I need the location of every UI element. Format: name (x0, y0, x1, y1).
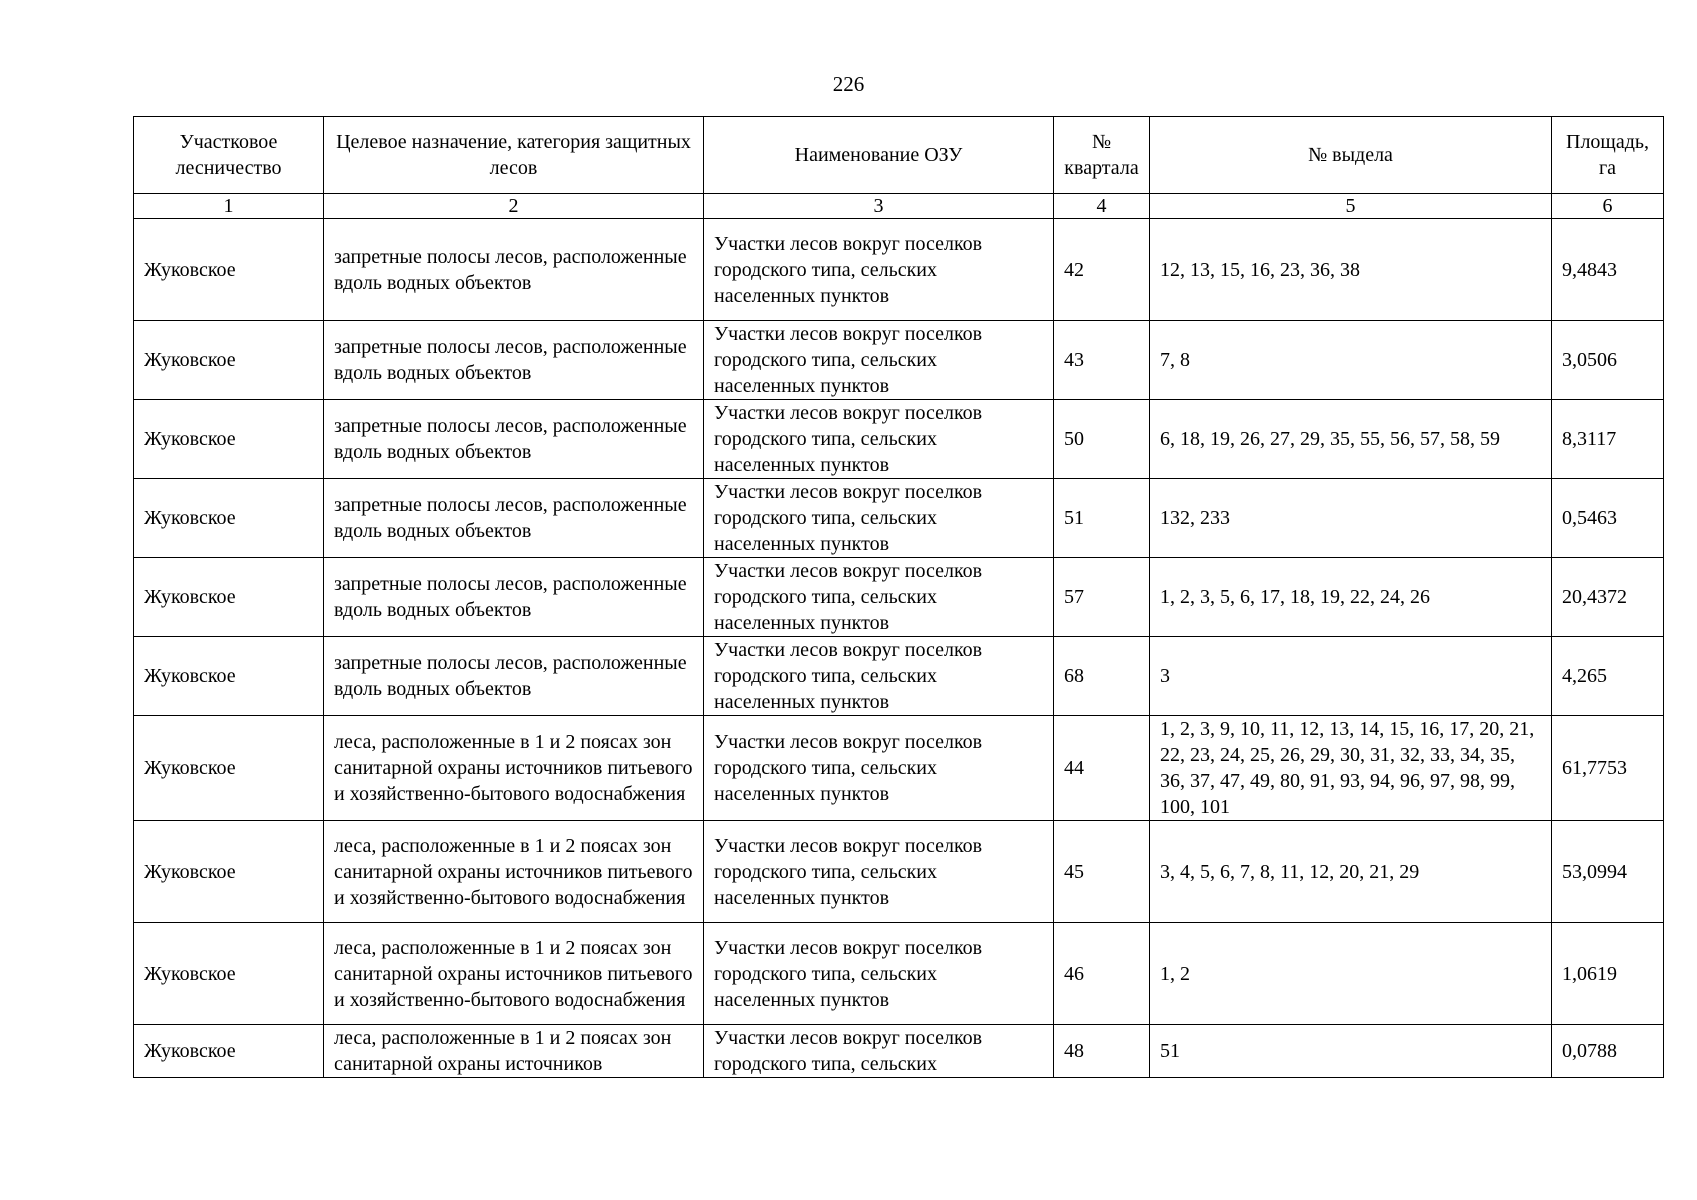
cell-ozu: Участки лесов вокруг поселков городского типа, сельских населенных пунктов (704, 637, 1054, 716)
cell-ozu: Участки лесов вокруг поселков городского типа, сельских населенных пунктов (704, 321, 1054, 400)
cell-forestry: Жуковское (134, 716, 324, 821)
cell-quarter: 46 (1054, 923, 1150, 1025)
cell-forestry: Жуковское (134, 479, 324, 558)
cell-plots: 6, 18, 19, 26, 27, 29, 35, 55, 56, 57, 58, 59 (1150, 400, 1552, 479)
cell-purpose: запретные полосы лесов, расположенные вдоль водных объектов (324, 400, 704, 479)
cell-forestry: Жуковское (134, 321, 324, 400)
table-row (134, 321, 1664, 400)
cell-plots: 1, 2, 3, 9, 10, 11, 12, 13, 14, 15, 16, 17, 20, 21, 22, 23, 24, 25, 26, 29, 30, 31, 32, 33, 34, 35, 36, 37, 47, 49, 80, 91, 93, 94, 96, 97, 98, 99, 100, 101 (1150, 716, 1552, 821)
cell-purpose: леса, расположенные в 1 и 2 поясах зон санитарной охраны источников питьевого и хозяйственно-бытового водоснабжения (324, 716, 704, 821)
cell-area: 53,0994 (1552, 821, 1664, 923)
cell-forestry: Жуковское (134, 1025, 324, 1078)
cell-area: 20,4372 (1552, 558, 1664, 637)
col-header-plots: № выдела (1150, 117, 1552, 194)
col-header-area: Площадь, га (1552, 117, 1664, 194)
table-row (134, 923, 1664, 1025)
table-row (134, 558, 1664, 637)
cell-purpose: леса, расположенные в 1 и 2 поясах зон санитарной охраны источников питьевого и хозяйственно-бытового водоснабжения (324, 923, 704, 1025)
table-row (134, 479, 1664, 558)
cell-area: 4,265 (1552, 637, 1664, 716)
cell-purpose: запретные полосы лесов, расположенные вдоль водных объектов (324, 479, 704, 558)
table-column-numbers-row (134, 194, 1664, 219)
cell-plots: 3, 4, 5, 6, 7, 8, 11, 12, 20, 21, 29 (1150, 821, 1552, 923)
page-number: 226 (832, 72, 865, 96)
cell-forestry: Жуковское (134, 219, 324, 321)
cell-quarter: 43 (1054, 321, 1150, 400)
cell-ozu: Участки лесов вокруг поселков городского типа, сельских (704, 1025, 1054, 1078)
cell-area: 3,0506 (1552, 321, 1664, 400)
cell-plots: 51 (1150, 1025, 1552, 1078)
col-number: 2 (324, 194, 704, 219)
cell-plots: 1, 2 (1150, 923, 1552, 1025)
cell-forestry: Жуковское (134, 637, 324, 716)
cell-quarter: 51 (1054, 479, 1150, 558)
cell-ozu: Участки лесов вокруг поселков городского типа, сельских населенных пунктов (704, 716, 1054, 821)
cell-area: 61,7753 (1552, 716, 1664, 821)
table-header-row (134, 117, 1664, 194)
cell-plots: 12, 13, 15, 16, 23, 36, 38 (1150, 219, 1552, 321)
cell-purpose: леса, расположенные в 1 и 2 поясах зон санитарной охраны источников (324, 1025, 704, 1078)
col-number: 4 (1054, 194, 1150, 219)
cell-area: 0,5463 (1552, 479, 1664, 558)
cell-quarter: 57 (1054, 558, 1150, 637)
cell-ozu: Участки лесов вокруг поселков городского типа, сельских населенных пунктов (704, 219, 1054, 321)
cell-area: 0,0788 (1552, 1025, 1664, 1078)
col-number: 6 (1552, 194, 1664, 219)
cell-quarter: 48 (1054, 1025, 1150, 1078)
cell-plots: 3 (1150, 637, 1552, 716)
cell-quarter: 68 (1054, 637, 1150, 716)
col-number: 5 (1150, 194, 1552, 219)
cell-purpose: запретные полосы лесов, расположенные вдоль водных объектов (324, 637, 704, 716)
table-row (134, 716, 1664, 821)
cell-forestry: Жуковское (134, 400, 324, 479)
cell-forestry: Жуковское (134, 923, 324, 1025)
col-header-ozu: Наименование ОЗУ (704, 117, 1054, 194)
cell-quarter: 44 (1054, 716, 1150, 821)
cell-purpose: запретные полосы лесов, расположенные вдоль водных объектов (324, 321, 704, 400)
cell-area: 1,0619 (1552, 923, 1664, 1025)
cell-quarter: 42 (1054, 219, 1150, 321)
table-row (134, 1025, 1664, 1078)
col-header-purpose: Целевое назначение, категория защитных лесов (324, 117, 704, 194)
cell-area: 8,3117 (1552, 400, 1664, 479)
cell-area: 9,4843 (1552, 219, 1664, 321)
cell-purpose: леса, расположенные в 1 и 2 поясах зон санитарной охраны источников питьевого и хозяйственно-бытового водоснабжения (324, 821, 704, 923)
table-row (134, 219, 1664, 321)
forest-table (133, 116, 1664, 1078)
cell-ozu: Участки лесов вокруг поселков городского типа, сельских населенных пунктов (704, 400, 1054, 479)
cell-ozu: Участки лесов вокруг поселков городского типа, сельских населенных пунктов (704, 558, 1054, 637)
cell-ozu: Участки лесов вокруг поселков городского типа, сельских населенных пунктов (704, 479, 1054, 558)
col-header-forestry: Участковое лесничество (134, 117, 324, 194)
col-header-quarter: № квартала (1054, 117, 1150, 194)
col-number: 3 (704, 194, 1054, 219)
table-row (134, 821, 1664, 923)
table-row (134, 637, 1664, 716)
table-row (134, 400, 1664, 479)
cell-forestry: Жуковское (134, 558, 324, 637)
cell-purpose: запретные полосы лесов, расположенные вдоль водных объектов (324, 219, 704, 321)
cell-plots: 132, 233 (1150, 479, 1552, 558)
cell-plots: 1, 2, 3, 5, 6, 17, 18, 19, 22, 24, 26 (1150, 558, 1552, 637)
cell-quarter: 50 (1054, 400, 1150, 479)
cell-purpose: запретные полосы лесов, расположенные вдоль водных объектов (324, 558, 704, 637)
cell-ozu: Участки лесов вокруг поселков городского типа, сельских населенных пунктов (704, 821, 1054, 923)
col-number: 1 (134, 194, 324, 219)
cell-forestry: Жуковское (134, 821, 324, 923)
cell-plots: 7, 8 (1150, 321, 1552, 400)
cell-quarter: 45 (1054, 821, 1150, 923)
cell-ozu: Участки лесов вокруг поселков городского типа, сельских населенных пунктов (704, 923, 1054, 1025)
